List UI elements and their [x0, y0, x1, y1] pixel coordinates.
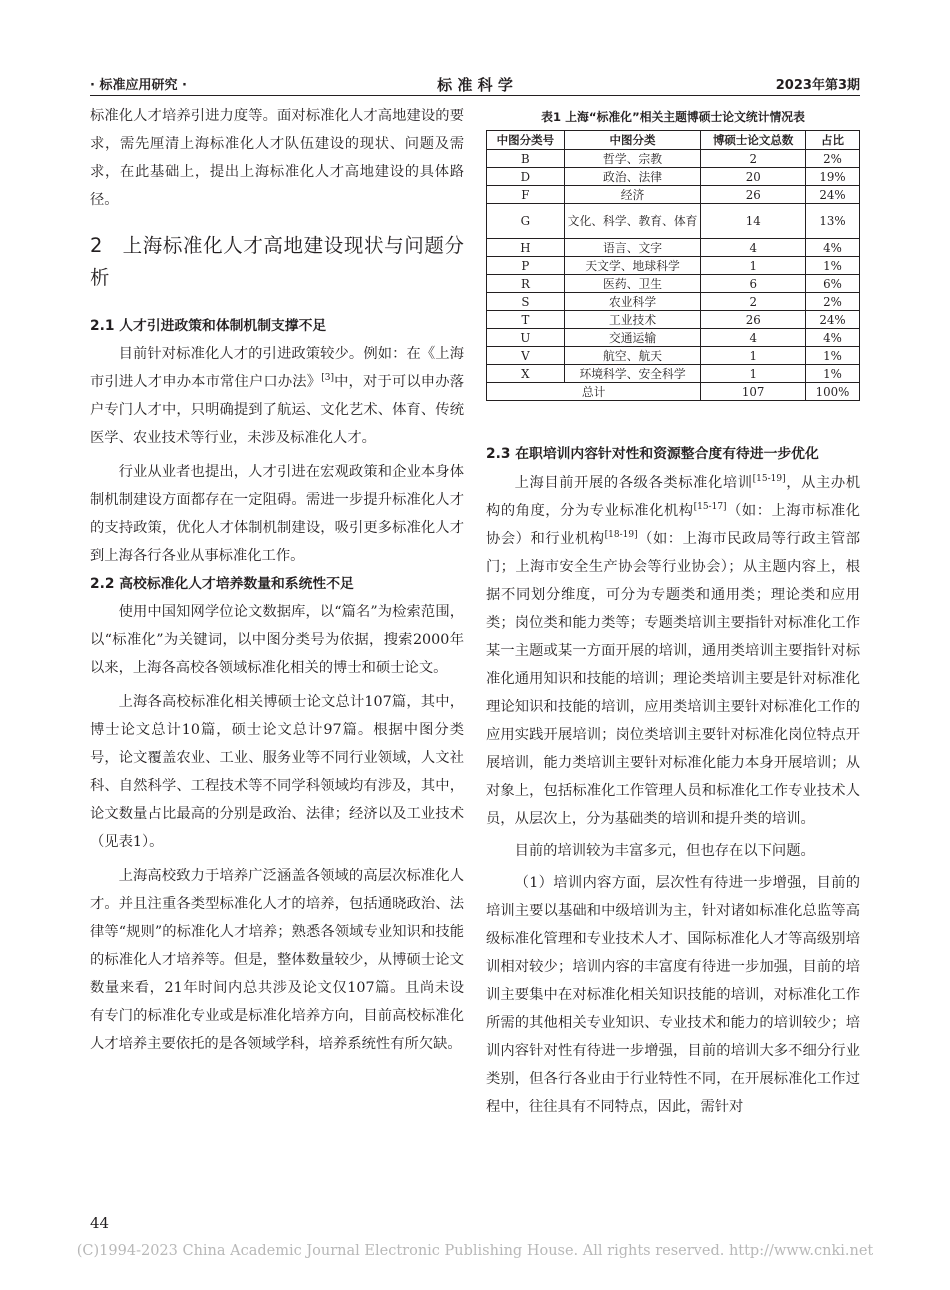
table-cell: S [487, 293, 565, 311]
table-row [487, 168, 860, 186]
section-2-heading [90, 230, 464, 294]
paragraph-2-3-2: 目前的培训较为丰富多元，但也存在以下问题。 [514, 843, 815, 859]
subsection-2-3-title: 2.3 在职培训内容针对性和资源整合度有待进一步优化 [486, 446, 819, 462]
table-cell: 医药、卫生 [564, 275, 701, 293]
table-cell: 天文学、地球科学 [564, 257, 701, 275]
running-header-journal: 标 准 科 学 [437, 76, 513, 94]
paragraph-2-2-1: 使用中国知网学位论文数据库，以“篇名”为检索范围，以“标准化”为关键词，以中图分类号为依据，搜索2000年以来，上海各高校各领域标准化相关的博士和硕士论文。 [90, 604, 464, 676]
table-cell: 2% [806, 150, 860, 168]
table-cell: 26 [701, 311, 806, 329]
table-cell: 哲学、宗教 [564, 150, 701, 168]
table-cell: 1% [806, 365, 860, 383]
citation-3: [3] [321, 373, 334, 384]
table-cell: 1% [806, 257, 860, 275]
table-cell: 文化、科学、教育、体育 [564, 204, 701, 239]
citation-15-19: [15-19] [752, 474, 786, 485]
table-cell: 26 [701, 186, 806, 204]
table-1 [486, 130, 860, 401]
table-row [487, 204, 860, 239]
table-cell: 19% [806, 168, 860, 186]
section-2-number: 2 [90, 234, 103, 257]
table-cell: P [487, 257, 565, 275]
paragraph-2-3-1: 上海目前开展的各级各类标准化培训[15-19]，从主办机构的角度，分为专业标准化机构[15-17]（如：上海市标准化协会）和行业机构[18-19]（如：上海市民政局等行政主管部门；上海市安全生产协会等行业协会）；从主题内容上，根据不同划分维度，可分为专题类和通用类；理论类和应用类；岗位类和能力类等；专题类培训主要指针对标准化工作某一主题或某一方面开展的培训，通用类培训主要指针对标准化通用知识和技能的培训；理论类培训主要是针对标准化理论知识和技能的培训，应用类培训主要针对标准化工作的应用实践开展培训；岗位类培训主要针对标准化岗位特点开展培训，能力类培训主要针对标准化能力本身开展培训；从对象上，包括标准化工作管理人员和标准化工作专业技术人员，从层次上，分为基础类的培训和提升类的培训。 [486, 474, 861, 827]
table-cell: T [487, 311, 565, 329]
table-header-cell: 占比 [806, 131, 860, 150]
table-cell: H [487, 239, 565, 257]
table-total-row [487, 383, 860, 401]
table-cell: 经济 [564, 186, 701, 204]
table-total-count: 107 [701, 383, 806, 401]
table-cell: 工业技术 [564, 311, 701, 329]
table-header-cell: 博硕士论文总数 [701, 131, 806, 150]
table-cell: 4 [701, 239, 806, 257]
table-cell: 环境科学、安全科学 [564, 365, 701, 383]
table-row [487, 365, 860, 383]
intro-paragraph: 标准化人才培养引进力度等。面对标准化人才高地建设的要求，需先厘清上海标准化人才队伍建设的现状、问题及需求，在此基础上，提出上海标准化人才高地建设的具体路径。 [90, 108, 464, 208]
table-cell: 交通运输 [564, 329, 701, 347]
table-cell: 1 [701, 365, 806, 383]
table-cell: F [487, 186, 565, 204]
table-cell: 2% [806, 293, 860, 311]
running-header-section: · 标准应用研究 · [90, 78, 187, 93]
table-cell: 4% [806, 239, 860, 257]
table-header-row [487, 131, 860, 150]
table-row [487, 275, 860, 293]
copyright-footer: (C)1994-2023 China Academic Journal Electronic Publishing House. All rights reserved. http://www.cnki.net [76, 1243, 874, 1259]
table-cell: X [487, 365, 565, 383]
table-cell: 2 [701, 293, 806, 311]
table-cell: 航空、航天 [564, 347, 701, 365]
table-row [487, 257, 860, 275]
table-cell: 4 [701, 329, 806, 347]
paragraph-2-3-3: （1）培训内容方面，层次性有待进一步增强，目前的培训主要以基础和中级培训为主，针对诸如标准化总监等高级标准化管理和专业技术人才、国际标准化人才等高级别培训相对较少；培训内容的丰富度有待进一步加强，目前的培训主要集中在对标准化相关知识技能的培训，对标准化工作所需的其他相关专业知识、专业技术和能力的培训较少；培训内容针对性有待进一步增强，目前的培训大多不细分行业类别，但各行各业由于行业特性不同，在开展标准化工作过程中，往往具有不同特点，因此，需针对 [486, 875, 860, 1115]
table-cell: 4% [806, 329, 860, 347]
table-header-cell: 中图分类号 [487, 131, 565, 150]
table-cell: 24% [806, 186, 860, 204]
paragraph-2-1-1: 目前针对标准化人才的引进政策较少。例如：在《上海市引进人才申办本市常住户口办法》[3]中，对于可以申办落户专门人才中，只明确提到了航运、文化艺术、体育、传统医学、农业技术等行业，未涉及标准化人才。 [90, 346, 465, 446]
table-cell: 农业科学 [564, 293, 701, 311]
table-row [487, 329, 860, 347]
table-cell: R [487, 275, 565, 293]
table-row [487, 311, 860, 329]
table-cell: 2 [701, 150, 806, 168]
citation-18-19: [18-19] [604, 530, 638, 541]
table-header-cell: 中图分类 [564, 131, 701, 150]
left-column [90, 102, 464, 1058]
table-total-label: 总计 [487, 383, 701, 401]
table-1-caption: 表1 上海“标准化”相关主题博硕士论文统计情况表 [541, 110, 805, 124]
header-rule [90, 95, 860, 96]
table-cell: 语言、文字 [564, 239, 701, 257]
table-cell: 20 [701, 168, 806, 186]
table-cell: 1 [701, 347, 806, 365]
paragraph-2-1-2: 行业从业者也提出，人才引进在宏观政策和企业本身体制机制建设方面都存在一定阻碍。需进一步提升标准化人才的支持政策，优化人才体制机制建设，吸引更多标准化人才到上海各行各业从事标准化工作。 [90, 464, 464, 564]
table-cell: 1 [701, 257, 806, 275]
section-2-title: 上海标准化人才高地建设现状与问题分析 [90, 234, 464, 289]
page-number: 44 [90, 1214, 110, 1232]
table-cell: D [487, 168, 565, 186]
paragraph-2-2-2: 上海各高校标准化相关博硕士论文总计107篇，其中，博士论文总计10篇，硕士论文总计97篇。根据中图分类号，论文覆盖农业、工业、服务业等不同行业领域，人文社科、自然科学、工程技术等不同学科领域均有涉及，其中，论文数量占比最高的分别是政治、法律；经济以及工业技术（见表1）。 [90, 694, 464, 850]
table-row [487, 347, 860, 365]
table-cell: B [487, 150, 565, 168]
table-row [487, 293, 860, 311]
table-row [487, 150, 860, 168]
table-cell: 13% [806, 204, 860, 239]
table-row [487, 186, 860, 204]
subsection-2-2-title: 2.2 高校标准化人才培养数量和系统性不足 [90, 576, 354, 592]
table-cell: 24% [806, 311, 860, 329]
citation-15-17: [15-17] [693, 502, 727, 513]
table-cell: 6 [701, 275, 806, 293]
table-row [487, 239, 860, 257]
table-cell: U [487, 329, 565, 347]
table-cell: 6% [806, 275, 860, 293]
table-cell: G [487, 204, 565, 239]
table-cell: V [487, 347, 565, 365]
table-total-share: 100% [806, 383, 860, 401]
table-cell: 政治、法律 [564, 168, 701, 186]
running-header-issue: 2023年第3期 [775, 78, 860, 93]
subsection-2-1-title: 2.1 人才引进政策和体制机制支撑不足 [90, 318, 327, 334]
paragraph-2-2-3: 上海高校致力于培养广泛涵盖各领域的高层次标准化人才。并且注重各类型标准化人才的培养，包括通晓政治、法律等“规则”的标准化人才培养；熟悉各领域专业知识和技能的标准化人才培养等。但是，整体数量较少，从博硕士论文数量来看，21年时间内总共涉及论文仅107篇。且尚未设有专门的标准化专业或是标准化培养方向，目前高校标准化人才培养主要依托的是各领域学科，培养系统性有所欠缺。 [90, 868, 464, 1052]
right-column [486, 440, 860, 1121]
table-cell: 14 [701, 204, 806, 239]
table-cell: 1% [806, 347, 860, 365]
